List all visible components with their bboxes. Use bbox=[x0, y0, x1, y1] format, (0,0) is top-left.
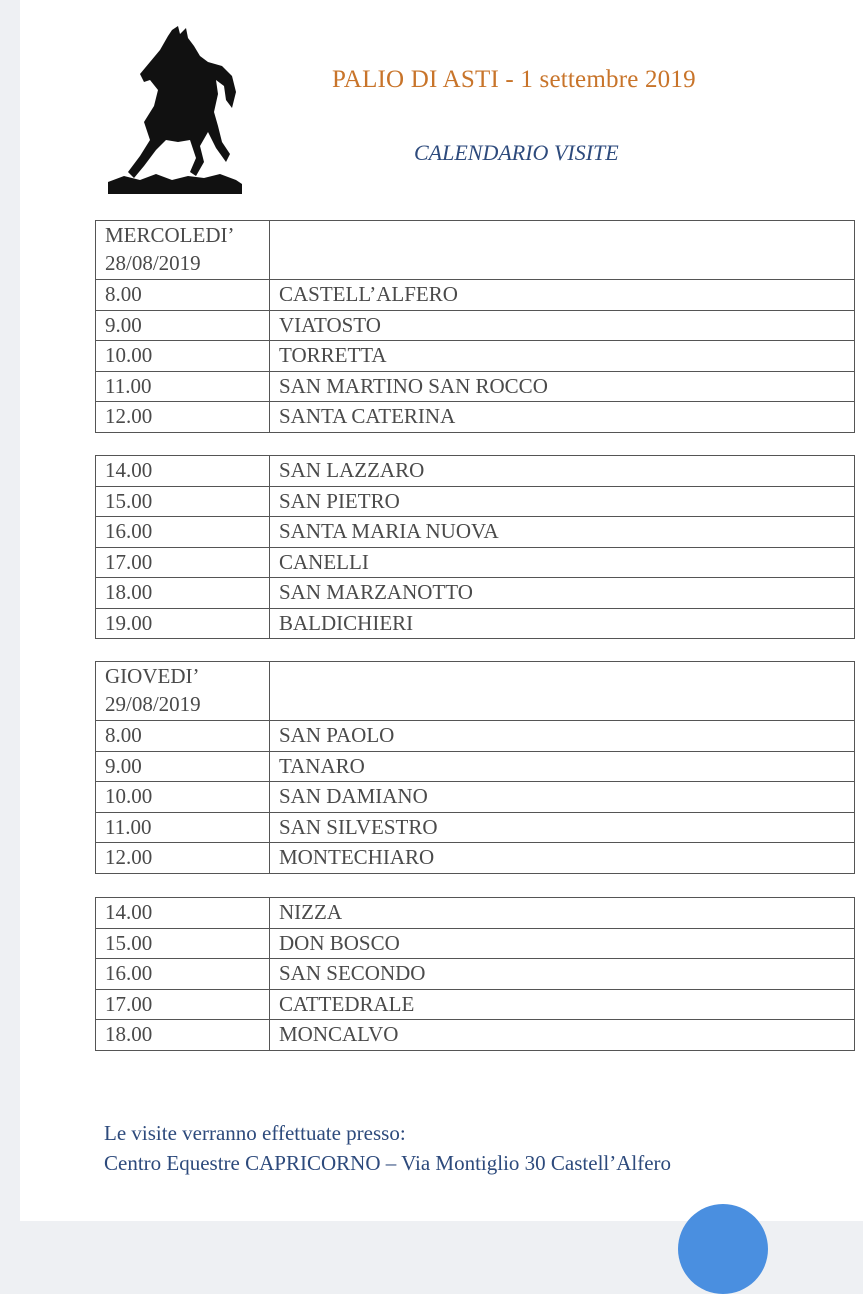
day-label: MERCOLEDI’ 28/08/2019 bbox=[96, 221, 270, 280]
place-cell: NIZZA bbox=[270, 898, 855, 929]
place-cell: SAN MARTINO SAN ROCCO bbox=[270, 371, 855, 402]
table-row bbox=[96, 402, 855, 433]
schedule-table bbox=[95, 455, 855, 639]
time-cell: 18.00 bbox=[96, 578, 270, 609]
document-page bbox=[20, 0, 863, 1221]
time-cell: 9.00 bbox=[96, 310, 270, 341]
action-circle[interactable] bbox=[678, 1204, 768, 1294]
table-row bbox=[96, 371, 855, 402]
place-cell: VIATOSTO bbox=[270, 310, 855, 341]
schedule-table bbox=[95, 897, 855, 1051]
time-cell: 15.00 bbox=[96, 928, 270, 959]
footer-note bbox=[104, 1118, 844, 1178]
time-cell: 10.00 bbox=[96, 341, 270, 372]
place-cell: SAN PAOLO bbox=[270, 721, 855, 752]
time-cell: 11.00 bbox=[96, 812, 270, 843]
time-cell: 14.00 bbox=[96, 456, 270, 487]
place-cell: MONTECHIARO bbox=[270, 843, 855, 874]
time-cell: 8.00 bbox=[96, 721, 270, 752]
day-header-row bbox=[96, 221, 855, 280]
footer-address: Centro Equestre CAPRICORNO – Via Montiglio 30 Castell’Alfero bbox=[104, 1151, 672, 1175]
time-cell: 17.00 bbox=[96, 989, 270, 1020]
schedule-table bbox=[95, 661, 855, 874]
time-cell: 16.00 bbox=[96, 959, 270, 990]
place-cell: BALDICHIERI bbox=[270, 608, 855, 639]
table-row bbox=[96, 928, 855, 959]
table-row bbox=[96, 517, 855, 548]
document-title: PALIO DI ASTI - 1 settembre 2019 bbox=[332, 66, 696, 93]
footer-line: Le visite verranno effettuate presso: bbox=[104, 1121, 406, 1145]
time-cell: 19.00 bbox=[96, 608, 270, 639]
table-row bbox=[96, 812, 855, 843]
time-cell: 9.00 bbox=[96, 751, 270, 782]
time-cell: 11.00 bbox=[96, 371, 270, 402]
table-row bbox=[96, 898, 855, 929]
place-cell: SAN MARZANOTTO bbox=[270, 578, 855, 609]
table-row bbox=[96, 751, 855, 782]
time-cell: 15.00 bbox=[96, 486, 270, 517]
time-cell: 16.00 bbox=[96, 517, 270, 548]
table-row bbox=[96, 341, 855, 372]
place-cell: SAN PIETRO bbox=[270, 486, 855, 517]
day-label: GIOVEDI’ 29/08/2019 bbox=[96, 662, 270, 721]
table-row bbox=[96, 843, 855, 874]
time-cell: 12.00 bbox=[96, 843, 270, 874]
table-row bbox=[96, 989, 855, 1020]
place-cell: TANARO bbox=[270, 751, 855, 782]
place-cell: CANELLI bbox=[270, 547, 855, 578]
table-row bbox=[96, 280, 855, 311]
place-cell: CATTEDRALE bbox=[270, 989, 855, 1020]
table-row bbox=[96, 578, 855, 609]
table-row bbox=[96, 721, 855, 752]
horse-logo-icon bbox=[104, 22, 244, 194]
place-cell: SAN SECONDO bbox=[270, 959, 855, 990]
table-row bbox=[96, 608, 855, 639]
empty-cell bbox=[270, 221, 855, 280]
table-row bbox=[96, 310, 855, 341]
place-cell: CASTELL’ALFERO bbox=[270, 280, 855, 311]
time-cell: 18.00 bbox=[96, 1020, 270, 1051]
time-cell: 12.00 bbox=[96, 402, 270, 433]
time-cell: 14.00 bbox=[96, 898, 270, 929]
place-cell: SANTA MARIA NUOVA bbox=[270, 517, 855, 548]
place-cell: TORRETTA bbox=[270, 341, 855, 372]
place-cell: SAN DAMIANO bbox=[270, 782, 855, 813]
place-cell: SAN LAZZARO bbox=[270, 456, 855, 487]
place-cell: MONCALVO bbox=[270, 1020, 855, 1051]
empty-cell bbox=[270, 662, 855, 721]
time-cell: 8.00 bbox=[96, 280, 270, 311]
day-header-row bbox=[96, 662, 855, 721]
table-row bbox=[96, 782, 855, 813]
place-cell: SANTA CATERINA bbox=[270, 402, 855, 433]
table-row bbox=[96, 486, 855, 517]
schedule-table bbox=[95, 220, 855, 433]
table-row bbox=[96, 456, 855, 487]
place-cell: SAN SILVESTRO bbox=[270, 812, 855, 843]
time-cell: 10.00 bbox=[96, 782, 270, 813]
time-cell: 17.00 bbox=[96, 547, 270, 578]
place-cell: DON BOSCO bbox=[270, 928, 855, 959]
table-row bbox=[96, 959, 855, 990]
table-row bbox=[96, 547, 855, 578]
document-subtitle: CALENDARIO VISITE bbox=[414, 140, 619, 165]
table-row bbox=[96, 1020, 855, 1051]
